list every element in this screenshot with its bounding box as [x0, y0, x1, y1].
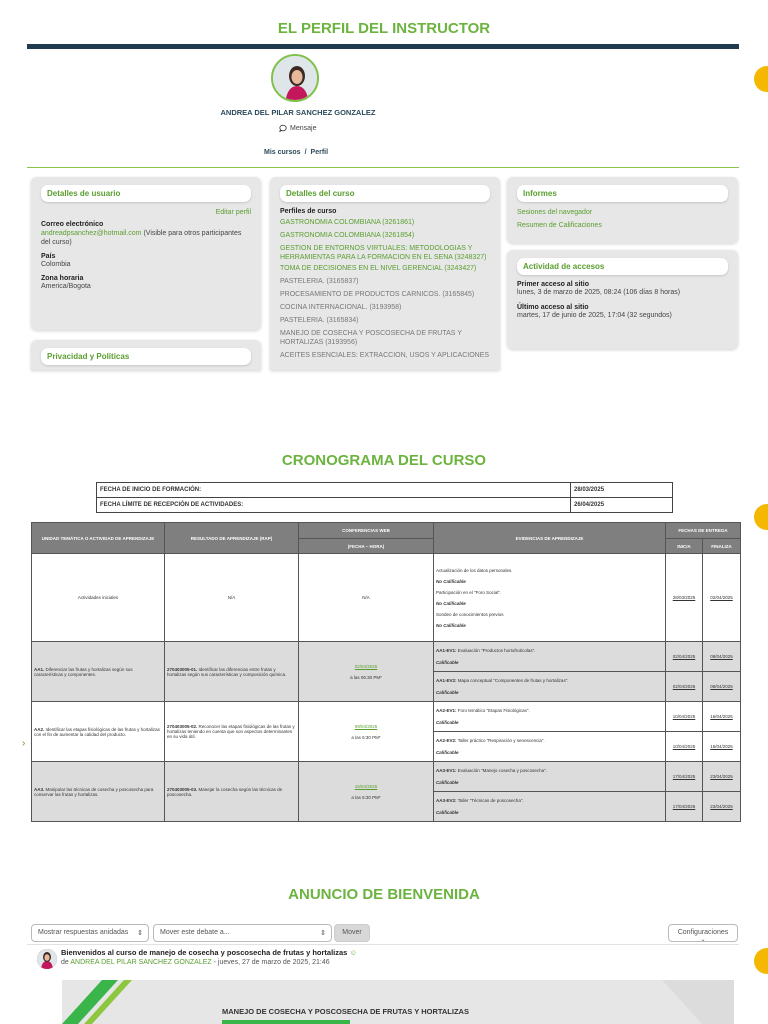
- country-label: País: [41, 253, 56, 260]
- start-date-link[interactable]: 28/03/2025: [666, 554, 703, 642]
- evidence-code: AA3-EV2:: [436, 798, 457, 803]
- title-divider: [27, 44, 739, 49]
- move-discussion-value: Mover este debate a...: [160, 929, 230, 936]
- conf-date-link[interactable]: 02/04/2025: [354, 663, 378, 669]
- course-details-title: Detalles del curso: [280, 185, 490, 202]
- chevron-down-icon: ⌄: [700, 937, 706, 943]
- start-date-link[interactable]: 17/04/2025: [666, 792, 703, 822]
- col-evidence: EVIDENCIAS DE APRENDIZAJE: [434, 523, 666, 554]
- rap-cell: [165, 642, 299, 702]
- accessibility-button[interactable]: [754, 66, 768, 92]
- evidence-cell: [434, 642, 666, 672]
- evidence-text: Participación en el "Foro Social".: [436, 589, 502, 595]
- conf-time: a las 06:30 PM*: [350, 674, 382, 680]
- country-value: Colombia: [41, 261, 71, 268]
- evidence-cell: [434, 792, 666, 822]
- course-link[interactable]: TOMA DE DECISIONES EN EL NIVEL GERENCIAL (3243427): [280, 265, 477, 272]
- post-author-link[interactable]: ANDREA DEL PILAR SANCHEZ GONZALEZ: [70, 959, 212, 966]
- conf-date-link[interactable]: 09/04/2025: [354, 723, 378, 729]
- move-discussion-select[interactable]: [153, 924, 332, 942]
- col-end: FINALIZA: [703, 539, 741, 554]
- breadcrumb-divider: [27, 167, 739, 168]
- scroll-left-icon[interactable]: ›: [22, 738, 26, 749]
- rap-code: 270403005-03.: [167, 786, 198, 792]
- evidence-text: Actualización de los datos personales.: [436, 567, 513, 573]
- course-link[interactable]: GESTION DE ENTORNOS VIRTUALES: METODOLOGIAS Y HERRAMIENTAS PARA LA FORMACION EN EL SENA (3248327): [280, 245, 487, 261]
- schedule-section-title: CRONOGRAMA DEL CURSO: [281, 452, 487, 469]
- col-conf: CONFERENCIAS WEB: [299, 523, 434, 539]
- start-date-link[interactable]: 02/04/2025: [666, 642, 703, 672]
- unit-text: Manipular las técnicas de cosecha y poscosecha para conservar las frutas y hortalizas.: [34, 786, 154, 797]
- conf-time: a las 6:30 PM*: [351, 734, 381, 740]
- end-date-link[interactable]: 08/04/2025: [703, 642, 741, 672]
- author-photo: [37, 949, 57, 969]
- deadline-value: 26/04/2025: [571, 498, 673, 513]
- instructor-name: ANDREA DEL PILAR SANCHEZ GONZALEZ: [220, 108, 376, 117]
- settings-label: Configuraciones: [677, 929, 729, 936]
- accessibility-button[interactable]: [754, 948, 768, 974]
- unit-code: AA3.: [34, 786, 45, 792]
- end-date-link[interactable]: 16/04/2025: [703, 732, 741, 762]
- email-label: Correo electrónico: [41, 221, 104, 228]
- post-author-avatar: [37, 949, 57, 969]
- announcement-section-title: ANUNCIO DE BIENVENIDA: [288, 886, 480, 903]
- course-item: MANEJO DE COSECHA Y POSCOSECHA DE FRUTAS Y HORTALIZAS (3193956): [280, 330, 462, 346]
- browser-sessions-link[interactable]: Sesiones del navegador: [517, 209, 593, 216]
- banner-title: MANEJO DE COSECHA Y POSCOSECHA DE FRUTAS Y HORTALIZAS: [222, 1007, 469, 1016]
- breadcrumb-profile[interactable]: Perfil: [310, 149, 329, 156]
- grades-overview-link[interactable]: Resumen de Calificaciones: [517, 222, 602, 229]
- evidence-cell: [434, 762, 666, 792]
- display-mode-value: Mostrar respuestas anidadas: [38, 929, 129, 936]
- access-title: Actividad de accesos: [517, 258, 728, 275]
- col-unit: UNIDAD TEMÁTICA O ACTIVIDAD DE APRENDIZAJE: [32, 523, 165, 554]
- avatar-image: [273, 56, 319, 102]
- rap-text: Reconocer las etapas fisiológicas de las frutas y hortalizas teniendo en cuenta que son aspectos determinantes en su vida útil.: [167, 724, 295, 739]
- evidence-cell: [434, 702, 666, 732]
- conf-date-link[interactable]: 16/04/2025: [354, 783, 378, 789]
- email-note: (Visible para otros participantes del curso): [41, 230, 242, 246]
- evidence-grade: No Calificable: [436, 600, 466, 606]
- unit-text: Diferenciar las frutas y hortalizas según sus características y componentes.: [34, 666, 133, 677]
- evidence-text: Foro temático "Etapas Fisiológicas".: [457, 708, 530, 713]
- schedule-dates-table: [96, 482, 673, 513]
- user-details-title: Detalles de usuario: [41, 185, 251, 202]
- accessibility-button[interactable]: [754, 504, 768, 530]
- last-access-value: martes, 17 de junio de 2025, 17:04 (32 segundos): [517, 312, 672, 319]
- privacy-card: [31, 340, 261, 370]
- end-date-link[interactable]: 08/04/2025: [703, 672, 741, 702]
- edit-profile-link[interactable]: Editar perfil: [215, 209, 251, 216]
- unit-cell: Actividades iniciales: [32, 554, 165, 642]
- end-date-link[interactable]: 23/04/2025: [703, 762, 741, 792]
- settings-dropdown[interactable]: [668, 924, 738, 942]
- col-start: INICIA: [666, 539, 703, 554]
- breadcrumb: [264, 149, 328, 156]
- privacy-title[interactable]: Privacidad y Políticas: [41, 348, 251, 365]
- evidence-grade: Calificable: [436, 810, 459, 815]
- evidence-grade: Calificable: [436, 780, 459, 785]
- course-item: PROCESAMIENTO DE PRODUCTOS CARNICOS. (3165845): [280, 291, 475, 298]
- display-mode-select[interactable]: [31, 924, 149, 942]
- rap-text: Identificar las diferencias entre frutas y hortalizas según sus características y composición química.: [167, 666, 287, 677]
- post-meta: [61, 959, 330, 966]
- chevron-updown-icon: ⇕: [137, 930, 143, 937]
- unit-code: AA1.: [34, 666, 45, 672]
- breadcrumb-my-courses[interactable]: Mis cursos: [264, 149, 301, 156]
- rap-cell: [165, 762, 299, 822]
- course-details-card: [270, 177, 500, 370]
- evidence-grade: Calificable: [436, 750, 459, 755]
- reports-title: Informes: [517, 185, 728, 202]
- email-link[interactable]: andreadpsanchez@hotmail.com: [41, 230, 142, 237]
- evidence-code: AA2-EV1:: [436, 708, 457, 713]
- conf-cell: N/A: [299, 554, 434, 642]
- first-access-label: Primer acceso al sitio: [517, 281, 589, 288]
- start-date-link[interactable]: 02/04/2025: [666, 672, 703, 702]
- conf-cell: [299, 642, 434, 702]
- conf-cell: [299, 702, 434, 762]
- avatar: [271, 54, 319, 102]
- banner-graphic: [62, 980, 734, 1024]
- evidence-text: Mapa conceptual "Componentes de frutas y hortalizas".: [457, 678, 569, 683]
- end-date-link[interactable]: 02/04/2025: [703, 554, 741, 642]
- end-date-link[interactable]: 16/04/2025: [703, 702, 741, 732]
- evidence-text: Taller "Técnicas de poscosecha".: [457, 798, 524, 803]
- post-title: [61, 948, 357, 957]
- col-dates: FECHAS DE ENTREGA: [666, 523, 741, 539]
- move-button[interactable]: Mover: [334, 924, 370, 942]
- course-link[interactable]: GASTRONOMIA COLOMBIANA (3261861): [280, 219, 415, 226]
- evidence-cell: [434, 672, 666, 702]
- email-block: [41, 229, 251, 247]
- evidence-grade: Calificable: [436, 660, 459, 665]
- schedule-table: [31, 522, 741, 822]
- evidence-text: Sondeo de conocimientos previos: [436, 611, 504, 617]
- message-label: Mensaje: [290, 124, 317, 132]
- first-access-value: lunes, 3 de marzo de 2025, 08:24 (106 días 8 horas): [517, 289, 681, 296]
- evidence-text: Evaluación "Productos hortofrutícolas".: [457, 648, 536, 653]
- unit-cell: [32, 702, 165, 762]
- table-row: [32, 702, 741, 732]
- end-date-link[interactable]: 23/04/2025: [703, 792, 741, 822]
- course-banner: [62, 980, 734, 1024]
- rap-cell: [165, 702, 299, 762]
- evidence-grade: Calificable: [436, 720, 459, 725]
- conf-cell: [299, 762, 434, 822]
- evidence-code: AA1-EV2:: [436, 678, 457, 683]
- access-activity-card: [507, 250, 738, 349]
- chevron-updown-icon: ⇕: [320, 930, 326, 937]
- evidence-grade: Calificable: [436, 690, 459, 695]
- unit-cell: [32, 642, 165, 702]
- post-title-text: Bienvenidos al curso de manejo de cosecha y poscosecha de frutas y hortalizas: [61, 948, 348, 957]
- unit-text: Identificar las etapas fisiológicas de las frutas y hortalizas con el fin de aumentar la calidad del producto.: [34, 726, 160, 737]
- profile-section-title: EL PERFIL DEL INSTRUCTOR: [277, 20, 491, 37]
- course-item: PASTELERIA. (3165834): [280, 317, 359, 324]
- start-date-link[interactable]: 10/04/2025: [666, 732, 703, 762]
- start-date-link[interactable]: 17/04/2025: [666, 762, 703, 792]
- unit-cell: [32, 762, 165, 822]
- course-link[interactable]: GASTRONOMIA COLOMBIANA (3261854): [280, 232, 415, 239]
- evidence-cell: [434, 554, 666, 642]
- evidence-code: AA1-EV1:: [436, 648, 457, 653]
- table-row: [32, 554, 741, 642]
- post-by: de: [61, 959, 69, 966]
- course-profiles-label: Perfiles de curso: [280, 208, 337, 215]
- evidence-code: AA2-EV2:: [436, 738, 457, 743]
- table-row: [32, 642, 741, 672]
- timezone-label: Zona horaria: [41, 275, 84, 282]
- evidence-cell: [434, 732, 666, 762]
- last-access-label: Último acceso al sitio: [517, 304, 589, 311]
- smile-icon: ☺: [349, 948, 358, 957]
- course-item: COCINA INTERNACIONAL. (3193958): [280, 304, 402, 311]
- deadline-label: FECHA LÍMITE DE RECEPCIÓN DE ACTIVIDADES:: [97, 498, 571, 513]
- evidence-code: AA3-EV1:: [436, 768, 457, 773]
- reports-card: [507, 177, 738, 243]
- post-divider: [27, 944, 739, 945]
- rap-code: 270403005-02.: [167, 724, 198, 729]
- unit-code: AA2.: [34, 726, 45, 732]
- post-date: - jueves, 27 de marzo de 2025, 21:46: [213, 959, 330, 966]
- evidence-grade: No Calificable: [436, 578, 466, 584]
- timezone-value: America/Bogota: [41, 283, 91, 290]
- evidence-grade: No Calificable: [436, 622, 466, 628]
- table-row: [32, 762, 741, 792]
- start-date-label: FECHA DE INICIO DE FORMACIÓN:: [97, 483, 571, 498]
- message-button[interactable]: [279, 124, 316, 132]
- start-date-value: 28/03/2025: [571, 483, 673, 498]
- col-conf-sub: (FECHA – HORA): [299, 539, 434, 554]
- conf-time: a las 6:30 PM*: [351, 794, 381, 800]
- chat-icon: [279, 124, 287, 132]
- start-date-link[interactable]: 10/04/2025: [666, 702, 703, 732]
- user-details-card: [31, 177, 261, 330]
- evidence-text: Taller práctico "Respiración y senescencia".: [457, 738, 545, 743]
- rap-cell: N/A: [165, 554, 299, 642]
- rap-code: 270403005-01.: [167, 666, 198, 672]
- course-item: ACEITES ESENCIALES: EXTRACCION, USOS Y APLICACIONES: [280, 352, 490, 359]
- breadcrumb-separator: /: [304, 149, 307, 156]
- course-item: PASTELERIA. (3165837): [280, 278, 359, 285]
- col-rap: RESULTADO DE APRENDIZAJE (RAP): [165, 523, 299, 554]
- evidence-text: Evaluación "Manejo cosecha y poscosecha".: [457, 768, 548, 773]
- rap-text: Manejar la cosecha según las técnicas de poscosecha.: [167, 786, 283, 797]
